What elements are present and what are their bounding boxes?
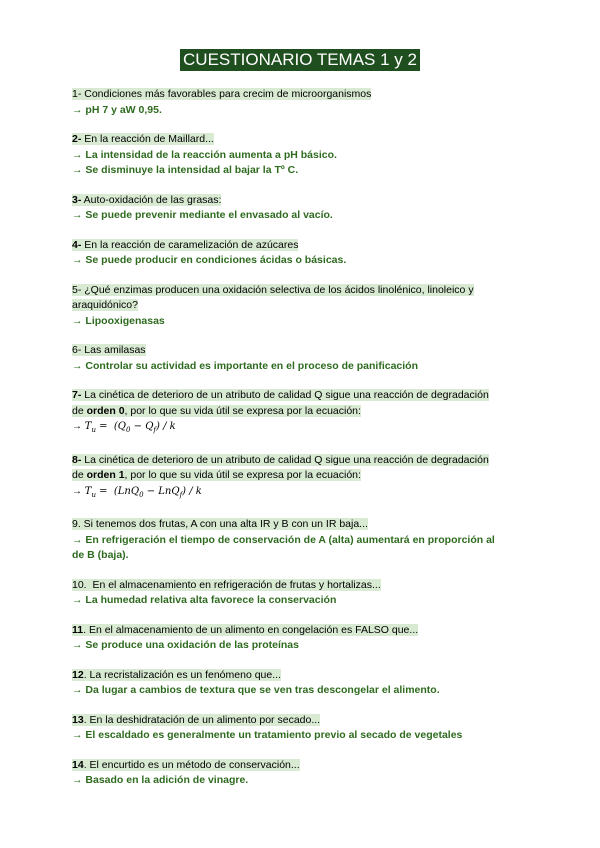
question-text: La cinética de deterioro de un atributo de calidad Q sigue una reacción de degradación	[81, 453, 489, 466]
question-12	[72, 668, 527, 699]
title-wrapper	[0, 49, 600, 71]
question-list	[72, 87, 527, 803]
question-11	[72, 623, 527, 654]
answer-text: → La humedad relativa alta favorece la conservación	[72, 594, 337, 606]
question-number: 10.	[72, 578, 87, 591]
question-7	[72, 388, 527, 439]
answer-text: → La intensidad de la reacción aumenta a pH básico.	[72, 148, 337, 161]
question-number: 7-	[72, 389, 82, 401]
question-text: . El encurtido es un método de conservación...	[83, 758, 300, 771]
answer-text: → Controlar su actividad es importante en el proceso de panificación	[72, 359, 418, 372]
question-number: 12	[72, 668, 84, 681]
page-title: CUESTIONARIO TEMAS 1 y 2	[180, 49, 420, 71]
question-text: En la reacción de Maillard...	[81, 133, 214, 145]
formula: → $T_u = (LnQ_0 - LnQ_f) / k$	[72, 485, 202, 499]
question-text: Si tenemos dos frutas, A con una alta IR y B con un IR baja...	[80, 518, 368, 530]
answer-text-continued: de B (baja).	[72, 549, 129, 561]
question-text: La cinética de deterioro de un atributo de calidad Q sigue una reacción de degradación	[81, 389, 489, 401]
question-number: 5-	[72, 283, 82, 296]
formula: → $T_u = (Q_0 - Q_f) / k$	[72, 421, 176, 434]
order-label: orden 1	[86, 469, 125, 481]
question-text: . La recristalización es un fenómeno que...	[83, 668, 281, 681]
question-text: Auto-oxidación de las grasas:	[81, 193, 222, 206]
question-5	[72, 283, 527, 330]
question-6	[72, 343, 527, 374]
question-13	[72, 713, 527, 744]
question-number: 11	[72, 623, 84, 636]
answer-text: → Basado en la adición de vinagre.	[72, 774, 249, 786]
question-14	[72, 758, 527, 789]
order-label: orden 0	[86, 404, 125, 417]
question-text: Las amilasas	[81, 344, 146, 356]
question-number: 6-	[72, 344, 82, 356]
answer-text: → Se disminuye la intensidad al bajar la Tº C.	[72, 164, 299, 176]
question-1	[72, 87, 527, 118]
question-number: 9.	[72, 518, 81, 530]
question-number: 2-	[72, 133, 82, 145]
question-number: 1-	[72, 88, 82, 100]
question-number: 4-	[72, 238, 82, 251]
question-2	[72, 132, 527, 179]
question-number: 8-	[72, 453, 82, 466]
question-text-continued: de orden 1, por lo que su vida útil se expresa por la ecuación:	[72, 469, 361, 481]
question-3	[72, 193, 527, 224]
answer-text: → Se produce una oxidación de las proteínas	[72, 639, 299, 651]
answer-text: → El escaldado es generalmente un tratamiento previo al secado de vegetales	[72, 729, 463, 741]
answer-text: → pH 7 y aW 0,95.	[72, 103, 162, 116]
question-9	[72, 517, 527, 564]
question-number: 13	[72, 713, 84, 726]
answer-text: → Se puede producir en condiciones ácidas o básicas.	[72, 254, 347, 266]
answer-text: → Se puede prevenir mediante el envasado al vacío.	[72, 209, 333, 221]
question-number: 14	[72, 758, 84, 771]
question-text: En la reacción de caramelización de azúcares	[81, 238, 299, 251]
answer-text: → En refrigeración el tiempo de conservación de A (alta) aumentará en proporción al	[72, 533, 495, 546]
question-text: En el almacenamiento en refrigeración de frutas y hortalizas...	[86, 578, 381, 591]
question-text-continued: araquidónico?	[72, 299, 138, 311]
question-text: . En la deshidratación de un alimento por secado...	[83, 713, 321, 726]
question-4	[72, 238, 527, 269]
question-text-continued: de orden 0, por lo que su vida útil se expresa por la ecuación:	[72, 404, 361, 417]
answer-text: → Da lugar a cambios de textura que se ven tras descongelar el alimento.	[72, 684, 440, 696]
question-text: Condiciones más favorables para crecim de microorganismos	[81, 88, 372, 100]
answer-text: → Lipooxigenasas	[72, 314, 165, 327]
question-text: ¿Qué enzimas producen una oxidación selectiva de los ácidos linolénico, linoleico y	[81, 283, 474, 296]
question-text: . En el almacenamiento de un alimento en congelación es FALSO que...	[83, 623, 419, 636]
question-8	[72, 453, 527, 504]
question-number: 3-	[72, 193, 82, 206]
question-10	[72, 578, 527, 609]
